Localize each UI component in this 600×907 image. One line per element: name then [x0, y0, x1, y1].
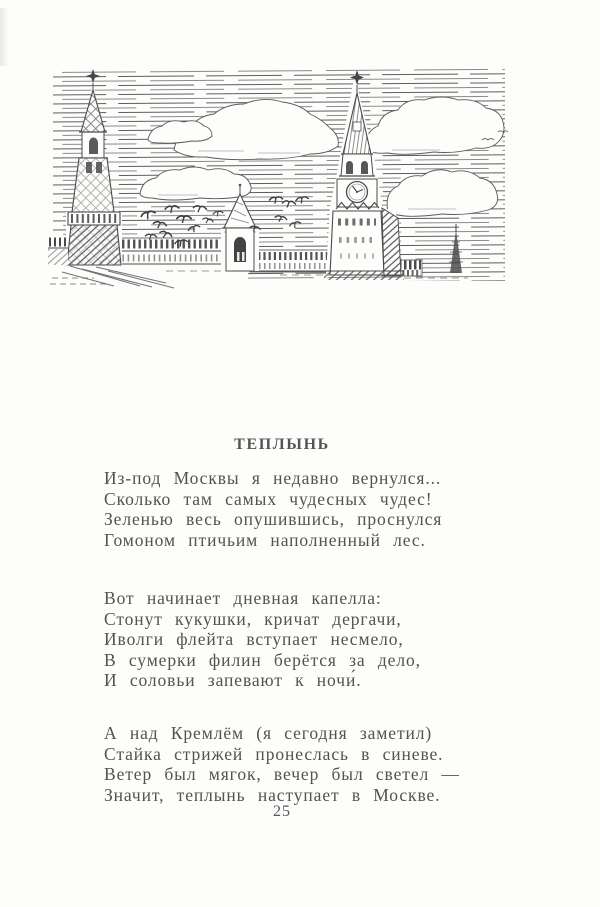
stanza-3 — [104, 723, 524, 805]
poem-line: И соловьи запевают к ночи́. — [104, 670, 362, 691]
stanza-1 — [104, 468, 524, 550]
clock-face — [347, 182, 368, 203]
poem-title: ТЕПЛЫНЬ — [234, 436, 330, 453]
poem-line: Значит, теплынь наступает в Москве. — [104, 784, 441, 805]
poem-line: Вот начинает дневная капелла: — [104, 588, 382, 608]
poem-line: Из-под Москвы я недавно вернулся... — [104, 468, 442, 488]
poem-line: А над Кремлём (я сегодня заметил) — [104, 723, 433, 743]
poem-line: Стонут кукушки, кричат дергачи, — [104, 608, 402, 629]
poem-line: Ветер был мягок, вечер был светел — — [104, 764, 460, 785]
poem-line: Иволги флейта вступает несмело, — [104, 629, 404, 650]
poem-line: Зеленью весь опушившись, проснулся — [104, 509, 443, 530]
poem-line: Стайка стрижей пронеслась в синеве. — [104, 743, 444, 764]
poem-line: Гомоном птичьим наполненный лес. — [104, 529, 426, 550]
poem-line: В сумерки филин берётся за дело, — [104, 649, 421, 670]
poem-line: Сколько там самых чудесных чудес! — [104, 488, 433, 509]
page-number: 25 — [273, 803, 291, 820]
stanza-2 — [104, 588, 524, 691]
kremlin-illustration — [48, 66, 513, 291]
scan-edge-smudge — [0, 8, 9, 66]
